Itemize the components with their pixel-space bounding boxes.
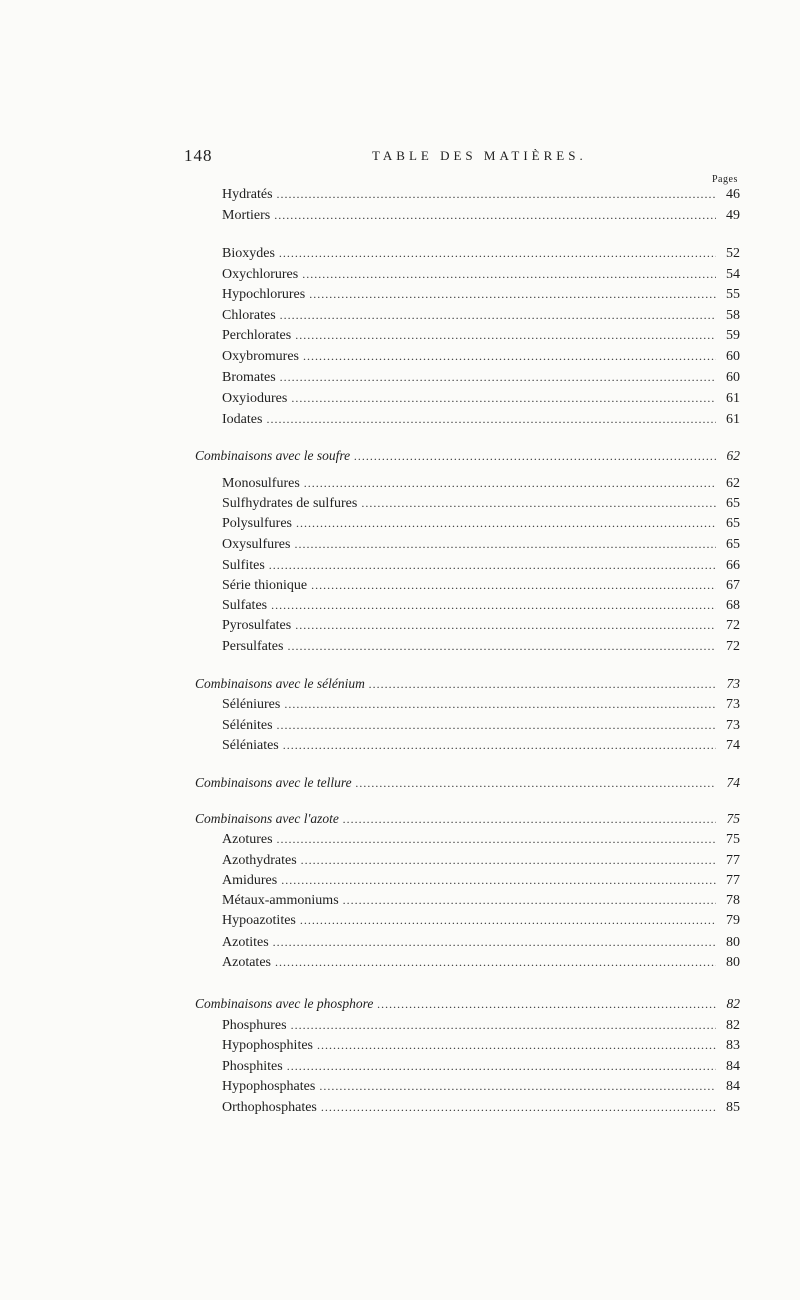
toc-entry-label: Oxysulfures bbox=[222, 537, 291, 552]
toc-entry bbox=[222, 871, 740, 890]
dot-leader bbox=[277, 830, 716, 848]
dot-leader bbox=[295, 616, 716, 634]
toc-entry-label: Iodates bbox=[222, 412, 263, 427]
toc-entry-label: Combinaisons avec le sélénium bbox=[195, 676, 365, 691]
toc-entry-label: Sulfates bbox=[222, 598, 268, 613]
toc-entry-label: Série thionique bbox=[222, 578, 308, 593]
dot-leader bbox=[300, 911, 716, 929]
toc-entry-page-number: 72 bbox=[726, 618, 740, 633]
toc-entry bbox=[222, 514, 740, 533]
toc-entry-label: Amidures bbox=[222, 873, 278, 888]
dot-leader bbox=[354, 447, 716, 465]
dot-leader bbox=[284, 695, 716, 713]
toc-entry bbox=[222, 368, 740, 387]
dot-leader bbox=[269, 556, 716, 574]
toc-entry bbox=[222, 494, 740, 513]
toc-entry-page-number: 75 bbox=[726, 832, 740, 847]
toc-entry-label: Oxyiodures bbox=[222, 391, 288, 406]
toc-entry-label: Sulfites bbox=[222, 558, 265, 573]
toc-entry bbox=[222, 576, 740, 595]
toc-entry-label: Monosulfures bbox=[222, 476, 300, 491]
dot-leader bbox=[369, 675, 716, 693]
toc-entry-page-number: 77 bbox=[726, 873, 740, 888]
toc-entry-label: Séléniures bbox=[222, 697, 281, 712]
toc-entry-label: Bioxydes bbox=[222, 246, 275, 261]
toc-entry-label: Combinaisons avec le soufre bbox=[195, 448, 351, 463]
dot-leader bbox=[271, 596, 716, 614]
dot-leader bbox=[311, 576, 716, 594]
toc-entry bbox=[222, 326, 740, 345]
toc-entry-page-number: 55 bbox=[726, 287, 740, 302]
toc-entry-label: Combinaisons avec le tellure bbox=[195, 775, 352, 790]
dot-leader bbox=[280, 368, 716, 386]
toc-entry-page-number: 84 bbox=[726, 1079, 740, 1094]
toc-entry-page-number: 52 bbox=[726, 246, 740, 261]
toc-entry bbox=[222, 1036, 740, 1055]
dot-leader bbox=[279, 244, 716, 262]
dot-leader bbox=[280, 306, 716, 324]
toc-entry-label: Azotures bbox=[222, 832, 273, 847]
toc-entry-label: Sulfhydrates de sulfures bbox=[222, 496, 358, 511]
toc-entry-page-number: 61 bbox=[726, 391, 740, 406]
toc-entry-label: Hypophosphites bbox=[222, 1038, 313, 1053]
dot-leader bbox=[361, 494, 716, 512]
dot-leader bbox=[287, 637, 716, 655]
toc-section-heading bbox=[195, 447, 740, 466]
toc-entry bbox=[222, 596, 740, 615]
toc-entry bbox=[222, 891, 740, 910]
dot-leader bbox=[356, 774, 716, 792]
toc-entry-label: Sélénites bbox=[222, 718, 273, 733]
toc-entry-label: Phosphures bbox=[222, 1018, 287, 1033]
toc-entry bbox=[222, 244, 740, 263]
toc-entry bbox=[222, 306, 740, 325]
dot-leader bbox=[274, 206, 716, 224]
dot-leader bbox=[291, 1016, 716, 1034]
dot-leader bbox=[295, 326, 716, 344]
dot-leader bbox=[281, 871, 716, 889]
toc-entry bbox=[222, 265, 740, 284]
toc-entry-page-number: 84 bbox=[726, 1059, 740, 1074]
toc-entry-label: Hypoazotites bbox=[222, 913, 296, 928]
toc-entry-label: Mortiers bbox=[222, 208, 271, 223]
toc-entry-page-number: 74 bbox=[726, 738, 740, 753]
running-title: TABLE DES MATIÈRES. bbox=[372, 148, 587, 163]
toc-section-heading bbox=[195, 675, 740, 694]
toc-entry-label: Perchlorates bbox=[222, 328, 292, 343]
toc-entry-page-number: 78 bbox=[726, 893, 740, 908]
toc-entry bbox=[222, 347, 740, 366]
toc-entry-label: Persulfates bbox=[222, 639, 284, 654]
toc-entry bbox=[222, 1077, 740, 1096]
page-number: 148 bbox=[184, 146, 213, 165]
toc-entry-label: Azothydrates bbox=[222, 853, 297, 868]
toc-entry-page-number: 68 bbox=[726, 598, 740, 613]
toc-entry bbox=[222, 830, 740, 849]
toc-entry bbox=[222, 389, 740, 408]
dot-leader bbox=[317, 1036, 716, 1054]
toc-entry-page-number: 59 bbox=[726, 328, 740, 343]
dot-leader bbox=[273, 933, 716, 951]
toc-entry-page-number: 49 bbox=[726, 208, 740, 223]
toc-entry-page-number: 62 bbox=[726, 448, 740, 463]
toc-entry-page-number: 72 bbox=[726, 639, 740, 654]
toc-entry bbox=[222, 1016, 740, 1035]
toc-entry-label: Combinaisons avec l'azote bbox=[195, 811, 339, 826]
page-header bbox=[184, 146, 744, 168]
toc-entry bbox=[222, 410, 740, 429]
toc-entry-label: Métaux-ammoniums bbox=[222, 893, 339, 908]
toc-entry-page-number: 61 bbox=[726, 412, 740, 427]
toc-entry-page-number: 67 bbox=[726, 578, 740, 593]
toc-entry bbox=[222, 695, 740, 714]
dot-leader bbox=[296, 514, 716, 532]
toc-entry bbox=[222, 285, 740, 304]
toc-entry-label: Orthophosphates bbox=[222, 1100, 317, 1115]
toc-section-heading bbox=[195, 810, 740, 829]
dot-leader bbox=[319, 1077, 716, 1095]
toc-entry-label: Bromates bbox=[222, 370, 276, 385]
toc-entry-page-number: 74 bbox=[726, 775, 740, 790]
toc-entry-page-number: 79 bbox=[726, 913, 740, 928]
dot-leader bbox=[302, 265, 716, 283]
toc-entry-label: Polysulfures bbox=[222, 516, 292, 531]
toc-entry-page-number: 73 bbox=[726, 718, 740, 733]
toc-entry-label: Hydratés bbox=[222, 187, 273, 202]
toc-entry bbox=[222, 716, 740, 735]
dot-leader bbox=[304, 474, 716, 492]
toc-entry-page-number: 65 bbox=[726, 496, 740, 511]
dot-leader bbox=[377, 995, 716, 1013]
toc-entry-page-number: 65 bbox=[726, 516, 740, 531]
toc-entry bbox=[222, 185, 740, 204]
toc-entry-label: Phosphites bbox=[222, 1059, 283, 1074]
dot-leader bbox=[283, 736, 716, 754]
dot-leader bbox=[301, 851, 716, 869]
toc-section-heading bbox=[195, 995, 740, 1014]
dot-leader bbox=[343, 891, 716, 909]
dot-leader bbox=[321, 1098, 716, 1116]
dot-leader bbox=[309, 285, 716, 303]
dot-leader bbox=[291, 389, 716, 407]
toc-entry-page-number: 80 bbox=[726, 955, 740, 970]
toc-entry bbox=[222, 637, 740, 656]
toc-entry bbox=[222, 474, 740, 493]
toc-entry-page-number: 82 bbox=[726, 996, 740, 1011]
toc-entry-page-number: 46 bbox=[726, 187, 740, 202]
toc-entry-label: Oxybromures bbox=[222, 349, 299, 364]
toc-entry-page-number: 60 bbox=[726, 370, 740, 385]
toc-entry-page-number: 77 bbox=[726, 853, 740, 868]
toc-entry bbox=[222, 616, 740, 635]
toc-entry-label: Séléniates bbox=[222, 738, 279, 753]
dot-leader bbox=[277, 716, 716, 734]
toc-entry-label: Azotites bbox=[222, 935, 269, 950]
toc-entry-page-number: 75 bbox=[726, 811, 740, 826]
toc-entry-label: Oxychlorures bbox=[222, 267, 299, 282]
toc-entry bbox=[222, 1057, 740, 1076]
pages-column-label: Pages bbox=[712, 174, 738, 185]
toc-entry bbox=[222, 206, 740, 225]
dot-leader bbox=[303, 347, 716, 365]
dot-leader bbox=[275, 953, 716, 971]
toc-entry-label: Pyrosulfates bbox=[222, 618, 292, 633]
toc-entry-page-number: 73 bbox=[726, 697, 740, 712]
toc-entry-label: Combinaisons avec le phosphore bbox=[195, 996, 374, 1011]
toc-entry-page-number: 83 bbox=[726, 1038, 740, 1053]
toc-entry bbox=[222, 953, 740, 972]
toc-entry-page-number: 62 bbox=[726, 476, 740, 491]
toc-section-heading bbox=[195, 774, 740, 793]
toc-entry bbox=[222, 736, 740, 755]
toc-entry-page-number: 54 bbox=[726, 267, 740, 282]
dot-leader bbox=[343, 810, 716, 828]
toc-entry bbox=[222, 933, 740, 952]
toc-entry-page-number: 58 bbox=[726, 308, 740, 323]
toc-entry-page-number: 65 bbox=[726, 537, 740, 552]
dot-leader bbox=[287, 1057, 716, 1075]
toc-entry-page-number: 60 bbox=[726, 349, 740, 364]
toc-entry bbox=[222, 556, 740, 575]
dot-leader bbox=[277, 185, 716, 203]
toc-entry-page-number: 82 bbox=[726, 1018, 740, 1033]
toc-entry bbox=[222, 851, 740, 870]
dot-leader bbox=[294, 535, 716, 553]
toc-entry-label: Hypophosphates bbox=[222, 1079, 316, 1094]
toc-entry-page-number: 80 bbox=[726, 935, 740, 950]
toc-entry-label: Chlorates bbox=[222, 308, 276, 323]
toc-entry-label: Hypochlorures bbox=[222, 287, 306, 302]
toc-entry bbox=[222, 1098, 740, 1117]
toc-entry-page-number: 66 bbox=[726, 558, 740, 573]
toc-entry bbox=[222, 535, 740, 554]
toc-entry-label: Azotates bbox=[222, 955, 271, 970]
dot-leader bbox=[266, 410, 716, 428]
toc-entry bbox=[222, 911, 740, 930]
toc-entry-page-number: 85 bbox=[726, 1100, 740, 1115]
toc-entry-page-number: 73 bbox=[726, 676, 740, 691]
